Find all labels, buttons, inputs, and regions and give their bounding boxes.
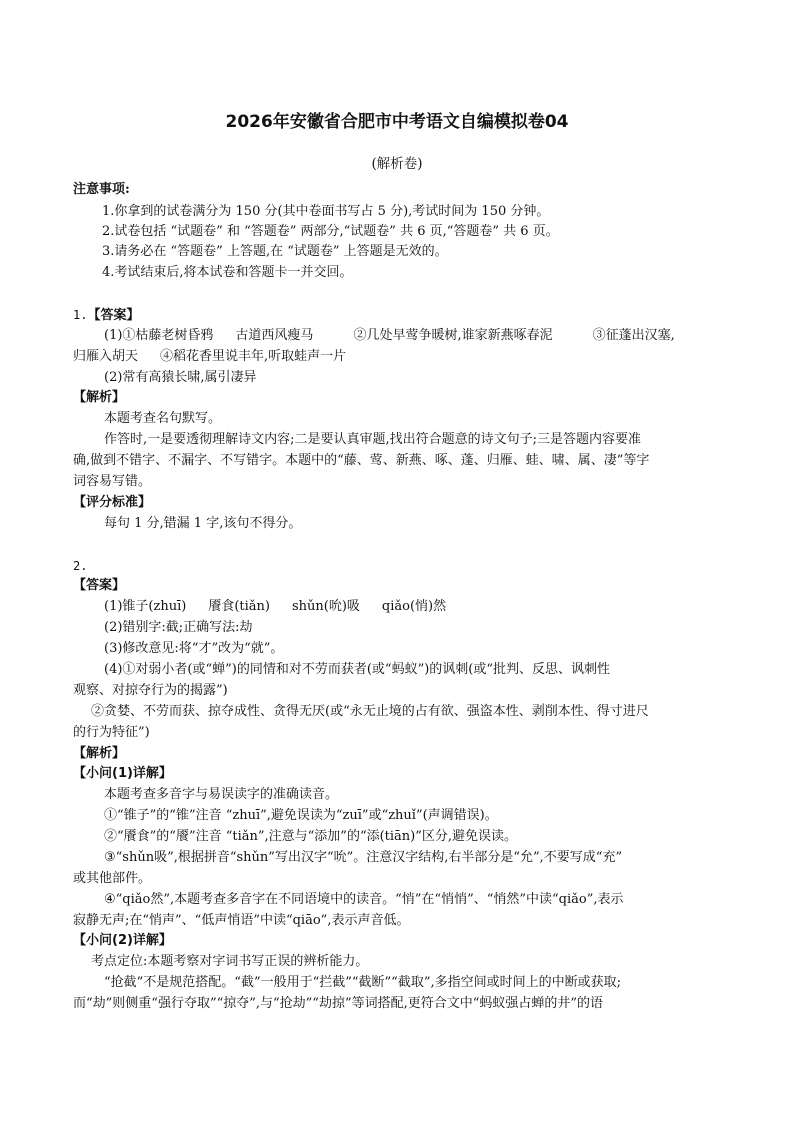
q2-answer-line <box>104 597 446 617</box>
q2-sub1-line: 寂静无声;在“悄声”、“低声悄语”中读“qiāo”,表示声音低。 <box>73 913 410 928</box>
q1-answer-part: ④稻花香里说丰年,听取蛙声一片 <box>160 349 347 364</box>
q2-sub2-line: “抢截”不是规范搭配。“截”一般用于“拦截”“截断”“截取”,多指空间或时间上的中断或获取; <box>104 975 621 990</box>
q1-answer-part: ③征蓬出汉塞, <box>592 328 675 343</box>
q2-sub1-line: ④“qiǎo然”,本题考查多音字在不同语境中的读音。“悄”在“悄悄”、“悄然”中读“qiǎo”,表示 <box>104 892 624 907</box>
q2-sub2-line: 而“劫”则侧重“强行夺取”“掠夺”,与“抢劫”“劫掠”等词搭配,更符合文中“蚂蚁强占蝉的井”的语 <box>73 996 604 1011</box>
q1-analysis-line: 作答时,一是要透彻理解诗文内容;二是要认真审题,找出符合题意的诗文句子;三是答题内容要准 <box>104 432 642 447</box>
q2-sub1-tag: 【小问(1)详解】 <box>73 766 172 781</box>
q2-answer-line: 的行为特征”) <box>73 725 150 740</box>
q1-analysis-line: 确,做到不错字、不漏字、不写错字。本题中的“藤、莺、新燕、啄、蓬、归雁、蛙、啸、属、凄”等字 <box>73 453 650 468</box>
q1-heading <box>73 305 139 326</box>
q1-answer-part: ②几处早莺争暖树,谁家新燕啄春泥 <box>353 328 553 343</box>
q2-answer-line: ②贪婪、不劳而获、掠夺成性、贪得无厌(或“永无止境的占有欲、强盗本性、剥削本性、得寸进尺 <box>91 704 649 719</box>
q2-answer-lead: (1) <box>104 599 123 614</box>
q2-sub1-line: 本题考查多音字与易误读字的准确读音。 <box>104 787 339 802</box>
q1-scoring-line: 每句 1 分,错漏 1 字,该句不得分。 <box>104 516 302 531</box>
q2-answer-tag: 【答案】 <box>73 578 126 593</box>
pinyin-item: shǔn(吮)吸 <box>291 599 360 614</box>
q1-answer-tag: 【答案】 <box>87 308 140 323</box>
pinyin-item: 餍食(tiǎn) <box>208 599 270 614</box>
q1-answer-part: 古道西风瘦马 <box>235 328 314 343</box>
notice-item: 4.考试结束后,将本试卷和答题卡一并交回。 <box>102 265 353 280</box>
q1-analysis-tag: 【解析】 <box>73 390 126 405</box>
q2-answer-line: (2)错别字:截;正确写法:劫 <box>104 620 253 635</box>
notice-item: 2.试卷包括 “试题卷” 和 “答题卷” 两部分,“试题卷” 共 6 页,“答题卷” 共 6 页。 <box>102 224 559 239</box>
q2-sub1-line: ①“锥子”的“锥”注音 “zhuī”,避免误读为“zuī”或“zhuǐ”(声调错误)。 <box>104 808 498 823</box>
pinyin-item: qiǎo(悄)然 <box>381 599 447 614</box>
q2-answer-line: 观察、对掠夺行为的揭露”) <box>73 683 228 698</box>
q1-number: 1. <box>73 308 88 322</box>
q2-sub1-line: ②“餍食”的“餍”注音 “tiǎn”,注意与“添加”的“添(tiān)”区分,避免误读。 <box>104 829 518 844</box>
q1-scoring-tag: 【评分标准】 <box>73 495 152 510</box>
q1-answer-part: 归雁入胡天 <box>73 349 139 364</box>
notice-heading: 注意事项: <box>73 182 130 197</box>
q1-answer-line: (2)常有高猿长啸,属引凄异 <box>104 370 257 385</box>
q2-analysis-tag: 【解析】 <box>73 746 126 761</box>
q1-answer-line <box>104 326 675 346</box>
q2-sub2-line: 考点定位:本题考察对字词书写正误的辨析能力。 <box>91 954 369 969</box>
q1-analysis-line: 词容易写错。 <box>73 474 152 489</box>
page-subtitle: (解析卷) <box>371 156 423 172</box>
q1-answer-line <box>73 347 346 367</box>
q2-number: 2. <box>73 559 88 573</box>
q1-answer-part: (1)①枯藤老树昏鸦 <box>104 328 214 343</box>
pinyin-item: 锥子(zhuī) <box>122 599 187 614</box>
q1-analysis-line: 本题考查名句默写。 <box>104 411 222 426</box>
q2-sub1-line: 或其他部件。 <box>73 871 152 886</box>
q2-answer-line: (3)修改意见:将“才”改为“就”。 <box>104 641 284 656</box>
page-title: 2026年安徽省合肥市中考语文自编模拟卷04 <box>225 112 569 132</box>
notice-item: 3.请务必在 “答题卷” 上答题,在 “试题卷” 上答题是无效的。 <box>102 244 448 259</box>
q2-answer-line: (4)①对弱小者(或“蝉”)的同情和对不劳而获者(或“蚂蚁”)的讽刺(或“批判、反思、讽刺性 <box>104 662 611 677</box>
q2-sub2-tag: 【小问(2)详解】 <box>73 933 172 948</box>
notice-item: 1.你拿到的试卷满分为 150 分(其中卷面书写占 5 分),考试时间为 150 分钟。 <box>102 204 550 219</box>
q2-sub1-line: ③“shǔn吸”,根据拼音“shǔn”写出汉字“吮”。注意汉字结构,右半部分是“允”,不要写成“充” <box>104 850 623 865</box>
